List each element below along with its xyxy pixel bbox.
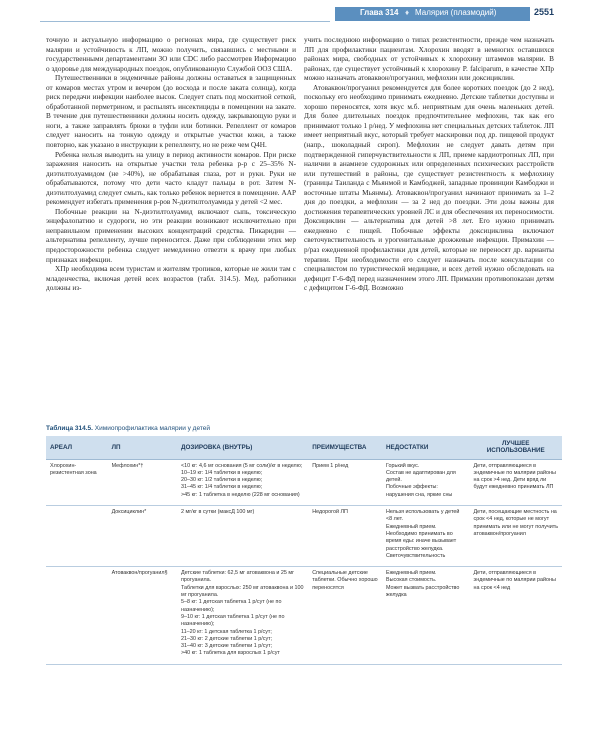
cell-advantages: Недорогой ЛП (308, 506, 382, 567)
cell-drug: Доксициклин* (108, 506, 177, 567)
header-disadvantages: НЕДОСТАТКИ (382, 436, 470, 459)
cell-best-use: Дети, отправляющиеся в эндемичные по малярии районы на срок >4 нед. Дети вряд ли будут ежедневно принимать ЛП (470, 459, 562, 505)
cell-dosage (177, 567, 308, 665)
dosage-line: 20–30 кг: 1/2 таблетки в неделю; (181, 477, 263, 484)
page-number: 2551 (534, 7, 555, 17)
paragraph: Атоваквон/прогуанил рекомендуется для более коротких поездок (до 2 нед), поскольку его необходимо принимать ежедневно. Детские таблетки доступны и хорошо переносятся, хотя вкус м.б. неприятным для очень маленьких детей. Для более длительных поездок предпочтительнее мефлохин, так как его принимают только 1 р/нед. У мефлохина нет специальных детских таблеток. ЛП имеет неприятный вкус, который требует маскировки под др. пищевой продукт (напр., шоколадный сироп). Мефлохин не следует давать детям при подтвержденной гиперчувствительности к ЛП, приеме кардиотропных ЛП, при наличии в анамнезе судорожных или определенных психических расстройств или путешествий в районы, где существует резистентность к мефлохину (границы Таиланда с Мьянмой и Камбоджей, западные провинции Камбоджи и восточные штаты Мьянмы). Атоваквон/прогуанил начинают принимать за 1–2 дня до поездки, а мефлохин — за 2 нед до поездки. Эти дозы важны для достижения терапевтических уровней ЛС и для обеспечения их переносимости. Доксициклин — альтернатива для детей >8 лет. Его нужно принимать ежедневно с пищей. Побочные эффекты доксициклина включают светочувствительность и урогенитальные дрожжевые инфекции. Примахин — р/раз ежедневной профилактики для детей, которые не переносят др. варианты терапии. При необходимости его следует назначать после консультации со специалистом по туристической медицине, и всех детей нужно обследовать на дефицит Г-6-ФД перед назначением этого ЛП. Примахин противопоказан детям с дефицитом Г-6-ФД. Возможно (304, 83, 554, 293)
disadvantage-line: Побочные эффекты: нарушения сна, яркие сны (385, 484, 453, 498)
cell-disadvantages (382, 459, 470, 505)
disadvantage-line: Состав не адаптирован для детей. (385, 469, 456, 484)
dosage-line: Детские таблетки: 62,5 мг атоваквона и 25 мг прогуанила. (181, 570, 295, 584)
cell-best-use: Дети, отправляющиеся в эндемичные по малярии районы на срок <4 нед (470, 567, 562, 665)
cell-disadvantages (382, 506, 470, 567)
paragraph: ХПр необходима всем туристам и жителям тропиков, которые не жили там с младенчества, включая детей всех возрастов (табл. 314.5). Мед. работники должны из- (46, 265, 296, 293)
cell-area: Хлорохин-резистентная зона (46, 459, 108, 505)
header-chapter: Глава 314 (360, 8, 399, 17)
header-separator-icon: ♦ (405, 8, 410, 17)
table-row (46, 567, 562, 665)
paragraph: Побочные реакции на N-диэтилтолуамид включают сыпь, токсическую энцефалопатию и судороги, но эти реакции возникают исключительно при неправильном применении высоких концентраций средства. Пикаридин — альтернатива репелленту, лучше переносится. Даже при соблюдении этих мер предосторожности ребенка следует немедленно отвезти к врачу при любых признаках инфекции. (46, 207, 296, 264)
paragraph: учить последнюю информацию о типах резистентности, прежде чем назначать ЛП для профилактики пациентам. Хлорохин вводят в немногих оставшихся районах мира, свободных от устойчивых к хлорохину штаммов малярии. В районах, где существует устойчивый к хлорохину P. falciparum, в качестве ХПр можно назначать атоваквон/прогуанил, мефлохин или доксициклин. (304, 36, 554, 83)
disadvantage-line: Необходимо принимать во время еды: иначе вызывает расстройство желудка. (385, 530, 457, 552)
cell-dosage (177, 506, 308, 567)
dosage-line: >45 кг: 1 таблетка в неделю (228 мг основания) (181, 491, 300, 498)
dosage-line: Таблетки для взрослых: 250 мг атоваквона и 100 мг прогуанила. (181, 584, 304, 599)
paragraph: Ребенка нельзя выводить на улицу в период активности комаров. При риске заражения наносить на открытые участки тела ребенка р-р с 25–35% N-диэтилтолуамидом (не >40%), не обрабатывая глаза, рот и руки. Руки не обрабатываются, потому что дети часто кладут пальцы в рот. Затем N-диэтилтолуамид следует смыть, как только ребенок вернется в помещение. ААР рекомендует избегать применения р-ров N-диэтилтолуамида у детей <2 мес. (46, 150, 296, 207)
cell-advantages: Специальные детские таблетки. Обычно хорошо переносятся (308, 567, 382, 665)
table-caption-text: Химиопрофилактика малярии у детей (94, 425, 211, 432)
cell-drug: Атоваквон/прогуанил§ (108, 567, 177, 665)
disadvantage-line: Горький вкус. (385, 462, 420, 469)
running-header (0, 7, 600, 23)
disadvantage-line: Высокая стоимость. (385, 577, 437, 584)
table-row (46, 459, 562, 505)
disadvantage-line: Ежедневный прием. (385, 523, 437, 530)
header-drug: ЛП (108, 436, 177, 459)
cell-best-use: Дети, посещающие местность на срок <4 нед, которые не могут принимать или не могут получить атоваквон/прогуанил (470, 506, 562, 567)
dosage-line: 9–10 кг: 1 детская таблетка 1 р/сут (не по назначению); (181, 613, 285, 628)
left-text-column (46, 36, 296, 294)
cell-area (46, 506, 108, 567)
dosage-line: >40 кг: 1 таблетка для взрослых 1 р/сут (181, 650, 280, 657)
disadvantage-line: Ежедневный прием. (385, 570, 437, 577)
paragraph: точную и актуальную информацию о регионах мира, где существует риск малярии и устойчивость к ЛП, можно получить, связавшись с местными и государственными департаментами ЗО или CDC либо рассмотрев Информацию о здоровье для международных поездок, опубликованную Службой ООЗ США. (46, 36, 296, 73)
dosage-line: 31–40 кг: 3 детские таблетки 1 р/сут; (181, 643, 273, 650)
dosage-line: <10 кг: 4,6 мг основания (5 мг соли)/кг в неделю; (181, 462, 303, 469)
table-header-row (46, 436, 562, 459)
header-dosage: ДОЗИРОВКА (ВНУТРЬ) (177, 436, 308, 459)
dosage-line: 2 мг/кг в сутки (максД 100 мг) (181, 509, 255, 516)
cell-area (46, 567, 108, 665)
header-area: АРЕАЛ (46, 436, 108, 459)
cell-drug: Мефлохин*† (108, 459, 177, 505)
dosage-line: 11–20 кг: 1 детская таблетка 1 р/сут; (181, 628, 272, 635)
table-caption-label: Таблица 314.5. (46, 425, 93, 432)
disadvantage-line: Может вызвать расстройство желудка (385, 584, 460, 599)
cell-advantages: Прием 1 р/нед (308, 459, 382, 505)
header-rule (40, 21, 330, 22)
cell-dosage (177, 459, 308, 505)
cell-disadvantages (382, 567, 470, 665)
dosage-line: 21–30 кг: 2 детские таблетки 1 р/сут; (181, 635, 273, 642)
disadvantage-line: Нельзя использовать у детей <8 лет. (385, 509, 460, 523)
header-title: Малярия (плазмодий) (415, 8, 497, 17)
header-best-use: ЛУЧШЕЕ ИСПОЛЬЗОВАНИЕ (470, 436, 562, 459)
paragraph: Путешественники в эндемичные районы должны оставаться в защищенных от комаров местах утром и вечером (до восхода и после заката солнца), когда риск передачи инфекции наиболее высок. Следует спать под москитной сеткой, обработанной перметрином, и распылять инсектициды в помещении на закате. В течение дня путешественники должны носить одежду, закрывающую руки и ноги, а также заправлять брюки в туфли или ботинки. Репеллент от комаров следует наносить на тонкую одежду и открытые участки кожи, а также повторно, как указано в инструкции к репелленту, но не реже чем Q4Н. (46, 74, 296, 150)
table-caption (46, 425, 210, 432)
right-text-column (304, 36, 554, 294)
dosage-line: 5–8 кг: 1 детская таблетка 1 р/сут (не по назначению); (181, 599, 282, 613)
dosage-line: 31–45 кг: 1/4 таблетки в неделю; (181, 484, 263, 491)
disadvantage-line: Светочувствительность (385, 552, 446, 559)
prophylaxis-table (46, 436, 562, 665)
table-row (46, 506, 562, 567)
dosage-line: 10–19 кг: 1/4 таблетки в неделю; (181, 469, 263, 476)
header-advantages: ПРЕИМУЩЕСТВА (308, 436, 382, 459)
